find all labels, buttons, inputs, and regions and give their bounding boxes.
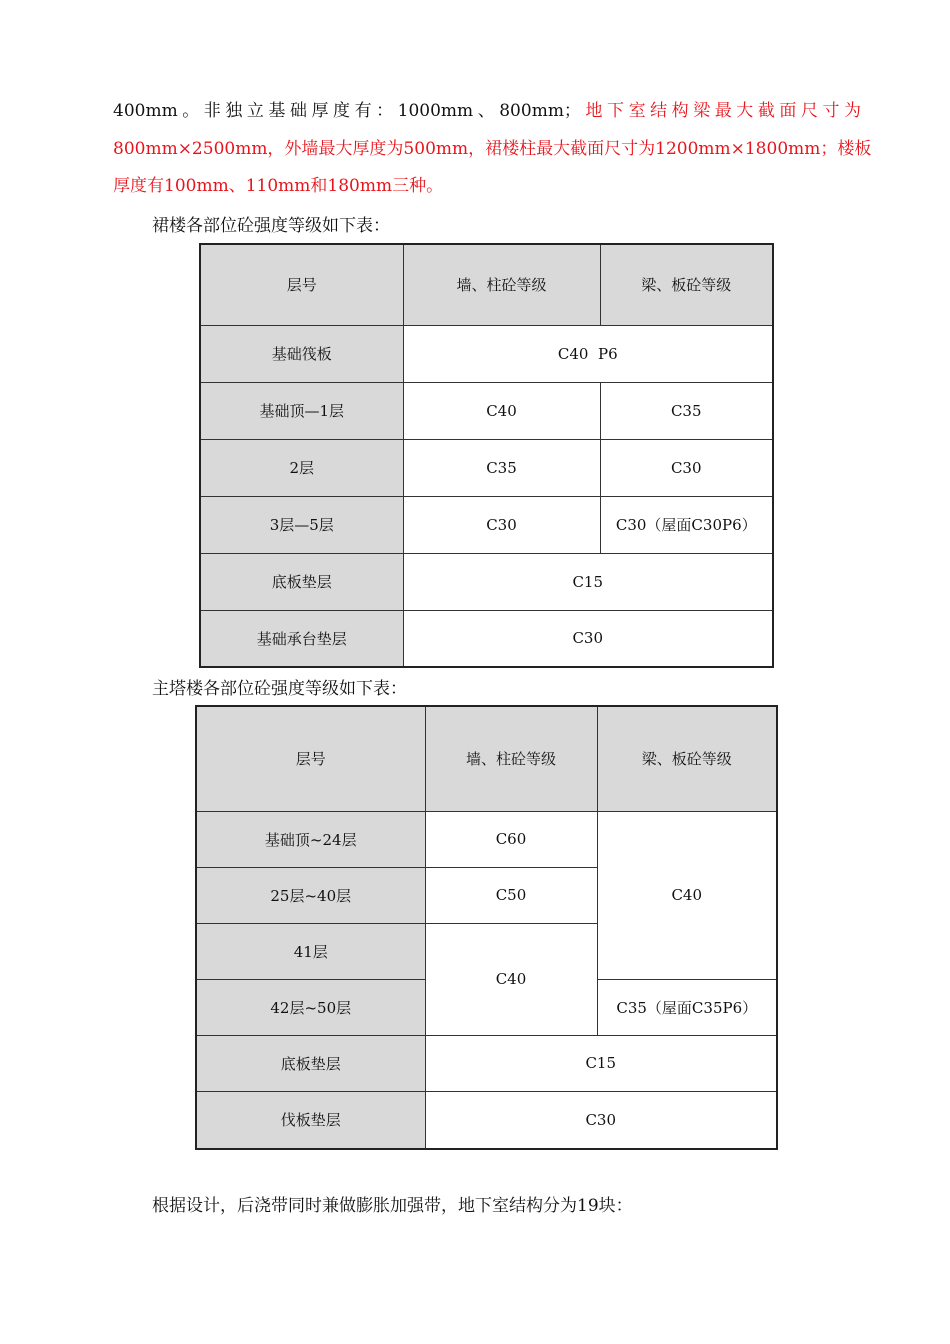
table-header-floor: 层号 (196, 706, 425, 811)
table-cell-merged: C15 (403, 553, 773, 610)
intro-line-1 (113, 93, 861, 130)
table-cell-wall: C35 (403, 439, 600, 496)
table-cell-merged: C30 (403, 610, 773, 667)
table-header-wall: 墙、柱砼等级 (403, 244, 600, 325)
table-cell-merged: C40 P6 (403, 325, 773, 382)
table-cell-floor: 底板垫层 (196, 1035, 425, 1091)
table-cell-wall: C60 (425, 811, 597, 867)
intro-line-3: 厚度有100mm、110mm和180mm三种。 (113, 176, 444, 196)
table-cell-wall-merged: C40 (425, 923, 597, 1035)
table-cell-beam: C30 (600, 439, 773, 496)
table-cell-merged: C15 (425, 1035, 777, 1091)
tower-caption: 主塔楼各部位砼强度等级如下表： (152, 679, 407, 699)
intro-text-red: 地下室结构梁最大截面尺寸为 (580, 101, 861, 121)
tower-concrete-table (195, 705, 778, 1150)
table-header-floor: 层号 (200, 244, 403, 325)
table-cell-floor: 基础承台垫层 (200, 610, 403, 667)
intro-text-black: 400mm。非独立基础厚度有：1000mm、800mm； (113, 101, 581, 121)
intro-line-2: 800mm×2500mm，外墙最大厚度为500mm，裙楼柱最大截面尺寸为1200mm×1800mm；楼板 (113, 139, 872, 159)
table-cell-floor: 基础筏板 (200, 325, 403, 382)
table-cell-beam: C30（屋面C30P6） (600, 496, 773, 553)
table-cell-wall: C40 (403, 382, 600, 439)
table-cell-floor: 41层 (196, 923, 425, 979)
table-cell-beam-merged: C40 (597, 811, 777, 979)
podium-concrete-table (199, 243, 774, 668)
table-cell-floor: 25层~40层 (196, 867, 425, 923)
table-cell-floor: 2层 (200, 439, 403, 496)
table-cell-beam: C35（屋面C35P6） (597, 979, 777, 1035)
table-header-beam: 梁、板砼等级 (597, 706, 777, 811)
table-cell-wall: C30 (403, 496, 600, 553)
footer-paragraph: 根据设计，后浇带同时兼做膨胀加强带，地下室结构分为19块： (152, 1196, 633, 1216)
table-cell-wall: C50 (425, 867, 597, 923)
table-cell-merged: C30 (425, 1091, 777, 1149)
table-cell-beam: C35 (600, 382, 773, 439)
table-cell-floor: 42层~50层 (196, 979, 425, 1035)
table-cell-floor: 3层—5层 (200, 496, 403, 553)
table-header-beam: 梁、板砼等级 (600, 244, 773, 325)
table-header-wall: 墙、柱砼等级 (425, 706, 597, 811)
table-cell-floor: 基础顶—1层 (200, 382, 403, 439)
podium-caption: 裙楼各部位砼强度等级如下表： (152, 216, 390, 236)
table-cell-floor: 基础顶~24层 (196, 811, 425, 867)
table-cell-floor: 底板垫层 (200, 553, 403, 610)
table-cell-floor: 伐板垫层 (196, 1091, 425, 1149)
